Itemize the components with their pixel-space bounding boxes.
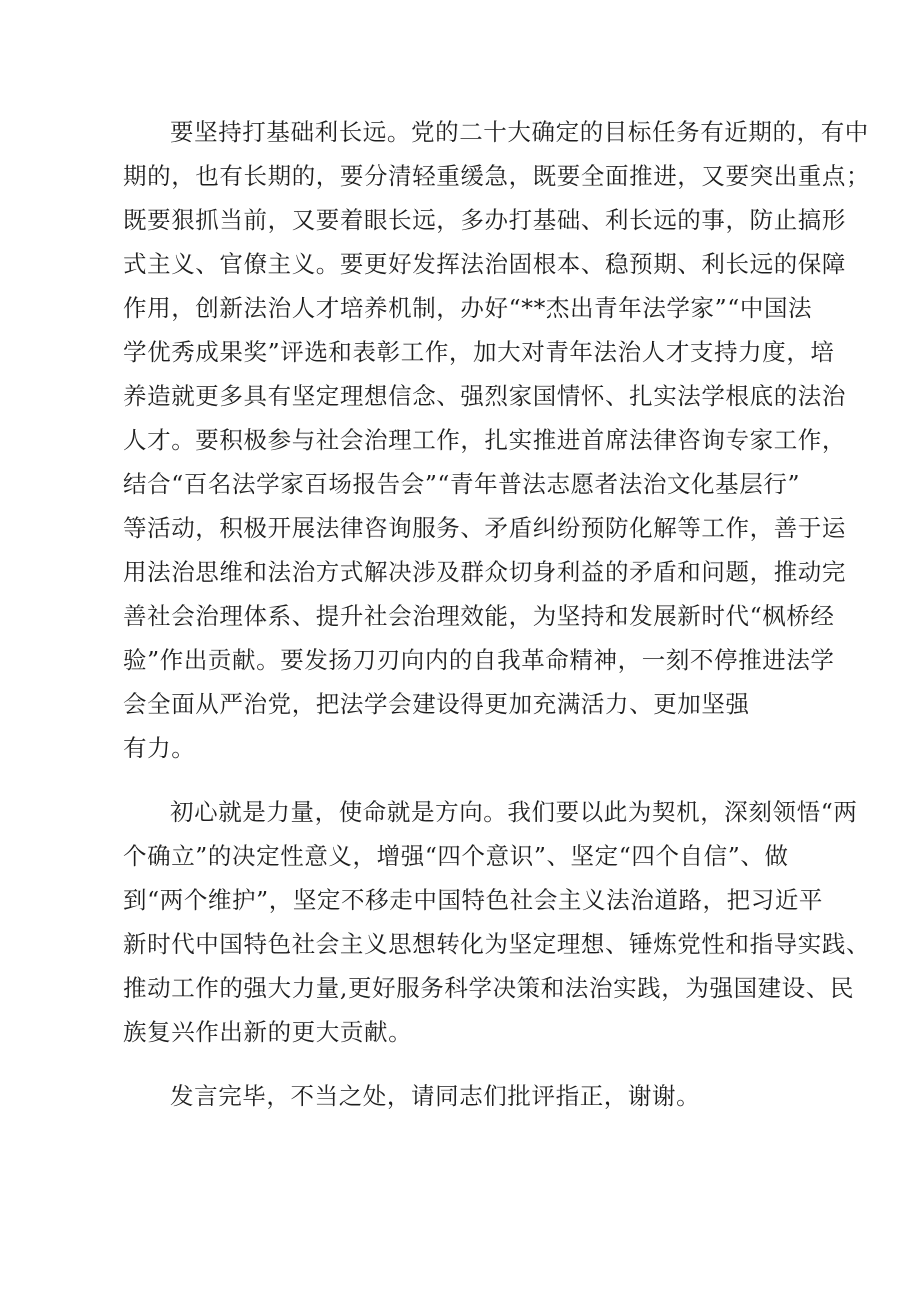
paragraph-line: 人才。要积极参与社会治理工作，扎实推进首席法律咨询专家工作， (123, 426, 846, 454)
paragraph-line: 既要狠抓当前，又要着眼长远，多办打基础、利长远的事，防止搞形 (123, 206, 846, 234)
paragraph-line: 结合“百名法学家百场报告会”“青年普法志愿者法治文化基层行” (123, 470, 801, 498)
paragraph-line: 到“两个维护”，坚定不移走中国特色社会主义法治道路，把习近平 (123, 886, 824, 914)
paragraph-line: 养造就更多具有坚定理想信念、强烈家国情怀、扎实法学根底的法治 (123, 382, 846, 410)
paragraph-line: 期的，也有长期的，要分清轻重缓急，既要全面推进，又要突出重点； (123, 162, 871, 190)
paragraph-line: 学优秀成果奖”评选和表彰工作，加大对青年法治人才支持力度，培 (123, 338, 835, 366)
paragraph-line: 个确立”的决定性意义，增强“四个意识”、坚定“四个自信”、做 (123, 842, 789, 870)
paragraph-line: 族复兴作出新的更大贡献。 (123, 1018, 413, 1046)
paragraph-line: 验”作出贡献。要发扬刀刃向内的自我革命精神，一刻不停推进法学 (123, 646, 835, 674)
paragraph-line: 要坚持打基础利长远。党的二十大确定的目标任务有近期的，有中 (170, 118, 869, 146)
paragraph-line: 发言完毕，不当之处，请同志们批评指正，谢谢。 (170, 1082, 701, 1110)
paragraph-line: 善社会治理体系、提升社会治理效能，为坚持和发展新时代“枫桥经 (123, 602, 835, 630)
paragraph-line: 用法治思维和法治方式解决涉及群众切身利益的矛盾和问题，推动完 (123, 558, 846, 586)
paragraph-line: 新时代中国特色社会主义思想转化为坚定理想、锤炼党性和指导实践、 (123, 930, 871, 958)
paragraph-line: 有力。 (123, 734, 196, 762)
paragraph-line: 式主义、官僚主义。要更好发挥法治固根本、稳预期、利长远的保障 (123, 250, 846, 278)
paragraph-line: 作用，创新法治人才培养机制，办好“**杰出青年法学家”“中国法 (123, 294, 813, 322)
paragraph-line: 会全面从严治党，把法学会建设得更加充满活力、更加坚强 (123, 690, 750, 718)
paragraph-line: 推动工作的强大力量,更好服务科学决策和法治实践，为强国建设、民 (123, 974, 855, 1002)
paragraph-line: 初心就是力量，使命就是方向。我们要以此为契机，深刻领悟“两 (170, 798, 858, 826)
paragraph-line: 等活动，积极开展法律咨询服务、矛盾纠纷预防化解等工作，善于运 (123, 514, 846, 542)
